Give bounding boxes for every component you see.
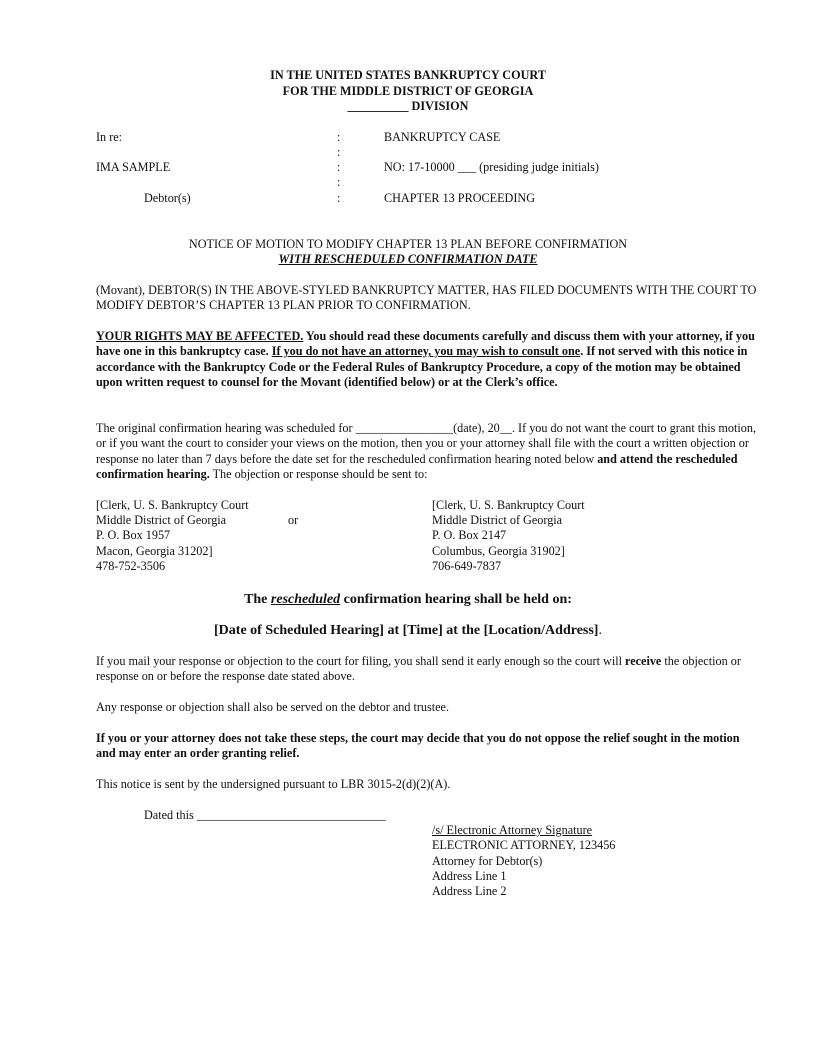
- division-word: DIVISION: [411, 99, 469, 113]
- macon-phone: 478-752-3506: [96, 559, 166, 573]
- court-district-line: FOR THE MIDDLE DISTRICT OF GEORGIA: [282, 84, 534, 98]
- caption-colon: :: [337, 145, 341, 159]
- original-hearing-paragraph: [96, 421, 763, 482]
- notice-subtitle: WITH RESCHEDULED CONFIRMATION DATE: [278, 252, 538, 266]
- case-type: BANKRUPTCY CASE: [384, 130, 501, 144]
- division-blank: __________: [347, 99, 409, 113]
- attorney-role: Attorney for Debtor(s): [432, 854, 543, 868]
- debtor-label: Debtor(s): [144, 191, 191, 205]
- rights-sentence-2: . If not served with this notice in accordance with the Bankruptcy Code or the Federal Rules of Bankruptcy Procedure, a copy of the motion may be obtained upon written request to counsel for the Movant (identified below) or at the Clerk’s office.: [96, 344, 748, 389]
- macon-address-line: [Clerk, U. S. Bankruptcy Court: [96, 498, 249, 512]
- rescheduled-pre: The: [244, 592, 271, 607]
- rights-consult: If you do not have an attorney, you may wish to consult one: [271, 344, 581, 359]
- dated-label: Dated this: [144, 808, 197, 822]
- columbus-phone: 706-649-7837: [432, 559, 502, 573]
- warning-paragraph: If you or your attorney does not take these steps, the court may decide that you do not oppose the relief sought in the motion and may enter an order granting relief.: [96, 731, 740, 761]
- mail-paragraph: [96, 654, 761, 685]
- rights-paragraph: [96, 329, 761, 390]
- macon-address-line: Middle District of Georgia: [96, 513, 227, 527]
- macon-address-line: Macon, Georgia 31202]: [96, 544, 213, 558]
- attorney-address-line-1: Address Line 1: [432, 869, 507, 883]
- macon-address-line: P. O. Box 1957: [96, 528, 171, 542]
- court-name-line: IN THE UNITED STATES BANKRUPTCY COURT: [270, 68, 546, 82]
- dated-blank: _______________________________: [196, 808, 386, 822]
- rescheduled-heading: [0, 591, 816, 608]
- caption-colon: :: [337, 130, 341, 144]
- rights-sentence-1: You should read these documents carefully and discuss them with your attorney, if you have one in this bankruptcy case.: [96, 329, 755, 359]
- lbr-paragraph: This notice is sent by the undersigned pursuant to LBR 3015-2(d)(2)(A).: [96, 777, 451, 791]
- mail-pre: If you mail your response or objection to the court for filing, you shall send it early enough so the court will: [96, 654, 626, 668]
- chapter-label: CHAPTER 13 PROCEEDING: [384, 191, 535, 205]
- electronic-signature: /s/ Electronic Attorney Signature: [432, 823, 593, 837]
- debtor-name: IMA SAMPLE: [96, 160, 171, 174]
- rescheduled-word: rescheduled: [270, 592, 341, 607]
- columbus-address-line: Middle District of Georgia: [432, 513, 563, 527]
- caption-colon: :: [337, 160, 341, 174]
- mail-post: the objection or response on or before the response date stated above.: [96, 654, 741, 684]
- attorney-address-line-2: Address Line 2: [432, 884, 507, 898]
- attorney-name: ELECTRONIC ATTORNEY, 123456: [432, 838, 616, 852]
- original-hearing-text: The original confirmation hearing was scheduled for ________________(date), 20__. If you do not want the court to grant this motion, or if you want the court to consider your views on the motion, then you or your attorney shall file with the court a written objection or response no later than 7 days before the date set for the rescheduled confirmation hearing noted below: [96, 421, 757, 466]
- division-line: [0, 99, 816, 114]
- hearing-date-period: .: [598, 623, 602, 638]
- in-re-label: In re:: [96, 130, 123, 144]
- mail-receive: receive: [625, 654, 662, 668]
- case-number: NO: 17-10000 ___ (presiding judge initials): [384, 160, 599, 174]
- service-paragraph: Any response or objection shall also be served on the debtor and trustee.: [96, 700, 450, 714]
- hearing-date-line: [0, 622, 816, 639]
- dated-line: [144, 808, 386, 823]
- columbus-address-line: [Clerk, U. S. Bankruptcy Court: [432, 498, 585, 512]
- rescheduled-post: confirmation hearing shall be held on:: [340, 592, 572, 607]
- attend-hearing-text: and attend the rescheduled confirmation hearing.: [96, 451, 738, 481]
- send-to-text: The objection or response should be sent to:: [209, 466, 428, 481]
- caption-colon: :: [337, 175, 341, 189]
- address-or: or: [288, 513, 299, 527]
- hearing-date-placeholder: [Date of Scheduled Hearing] at [Time] at the [Location/Address]: [214, 623, 599, 638]
- caption-colon: :: [337, 191, 341, 205]
- notice-title: NOTICE OF MOTION TO MODIFY CHAPTER 13 PLAN BEFORE CONFIRMATION: [188, 237, 628, 251]
- rights-heading: YOUR RIGHTS MAY BE AFFECTED.: [96, 329, 304, 343]
- columbus-address-line: P. O. Box 2147: [432, 528, 507, 542]
- columbus-address-line: Columbus, Georgia 31902]: [432, 544, 565, 558]
- intro-paragraph: (Movant), DEBTOR(S) IN THE ABOVE-STYLED BANKRUPTCY MATTER, HAS FILED DOCUMENTS WITH THE COURT TO MODIFY DEBTOR’S CHAPTER 13 PLAN PRIOR TO CONFIRMATION.: [96, 283, 757, 313]
